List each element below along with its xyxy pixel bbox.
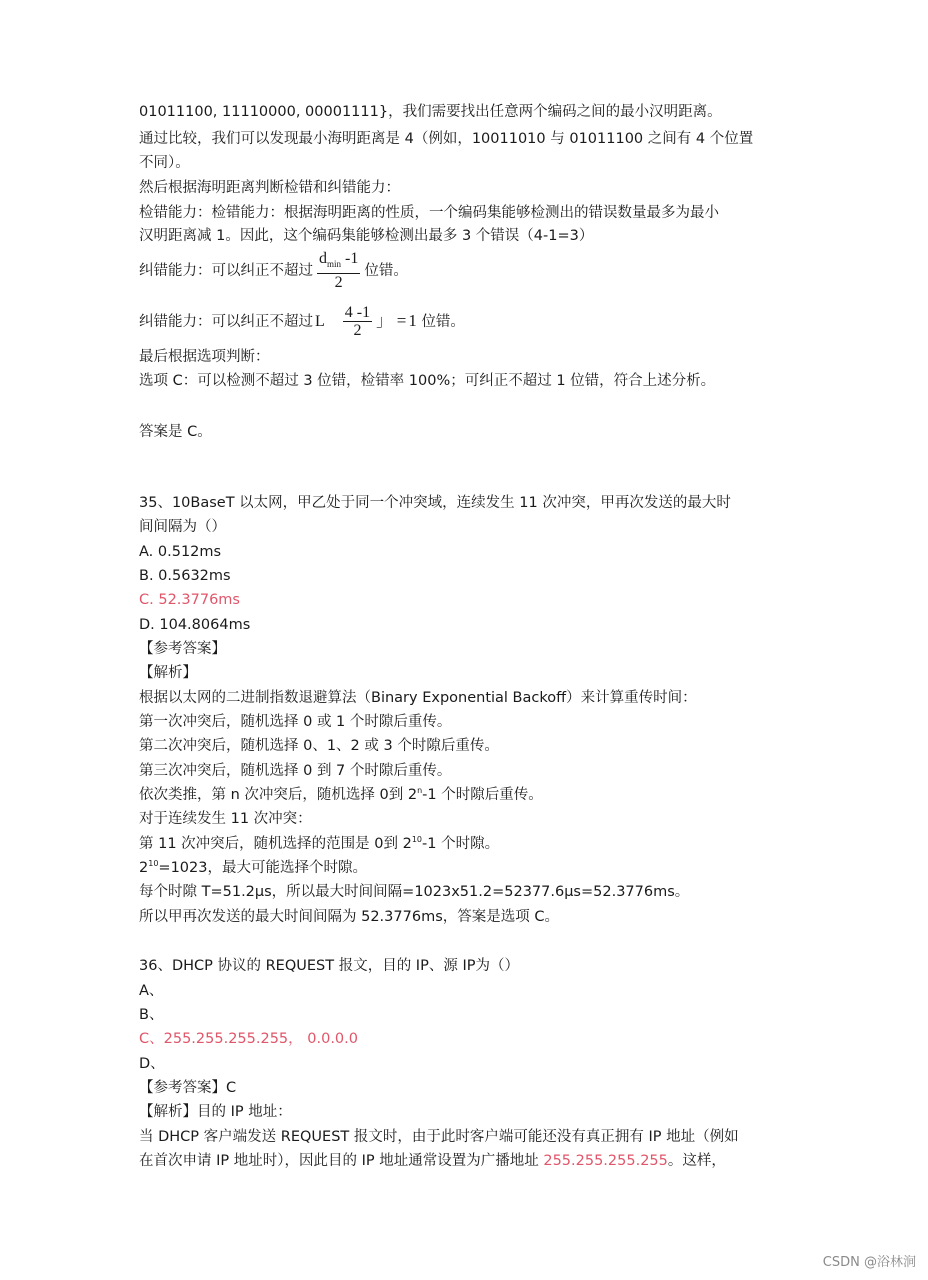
text-line: 第三次冲突后，随机选择 0 到 7 个时隙后重传。 bbox=[139, 763, 452, 779]
text-line: 所以甲再次发送的最大时间间隔为 52.3776ms，答案是选项 C。 bbox=[139, 909, 559, 925]
correction-formula-1: 纠错能力：可以纠正不超过 $\frac{d_{min} -1}{2}$ 位错。 bbox=[139, 250, 408, 292]
text-line: 选项 C：可以检测不超过 3 位错，检错率 100%；可纠正不超过 1 位错，符合上述分析。 bbox=[139, 373, 716, 389]
correction-formula-2: 纠错能力：可以纠正不超过 L $\frac{4 -1}{2}$ 」 = 1 位错。 bbox=[139, 304, 465, 339]
answer-line: 答案是 C。 bbox=[139, 424, 212, 440]
text-line: 通过比较，我们可以发现最小海明距离是 4（例如，10011010 与 01011100 之间有 4 个位置 bbox=[139, 131, 754, 147]
analysis-label: 【解析】 bbox=[139, 665, 197, 681]
option-b: B. 0.5632ms bbox=[139, 568, 231, 584]
option-b: B、 bbox=[139, 1007, 164, 1023]
option-a: A、 bbox=[139, 983, 164, 999]
option-d: D. 104.8064ms bbox=[139, 617, 251, 633]
text-line: 第二次冲突后，随机选择 0、1、2 或 3 个时隙后重传。 bbox=[139, 738, 499, 754]
text-line: 最后根据选项判断： bbox=[139, 349, 270, 365]
question-35-cont: 间间隔为（） bbox=[139, 519, 226, 535]
text-line: 然后根据海明距离判断检错和纠错能力： bbox=[139, 180, 400, 196]
option-d: D、 bbox=[139, 1056, 165, 1072]
text-line: 依次类推，第 n 次冲突后，随机选择 0到 2$^n$-1 个时隙后重传。 bbox=[139, 786, 543, 803]
question-35: 35、10BaseT 以太网，甲乙处于同一个冲突域，连续发生 11 次冲突，甲再次发送的最大时 bbox=[139, 495, 731, 511]
text-line: 根据以太网的二进制指数退避算法（Binary Exponential Backoff）来计算重传时间： bbox=[139, 690, 697, 706]
text-line: 对于连续发生 11 次冲突： bbox=[139, 811, 312, 827]
fraction: $\frac{4 -1}{2}$ bbox=[344, 304, 371, 339]
text-line: 当 DHCP 客户端发送 REQUEST 报文时，由于此时客户端可能还没有真正拥有 IP 地址（例如 bbox=[139, 1129, 739, 1145]
text-line: 01011100, 11110000, 00001111}，我们需要找出任意两个编码之间的最小汉明距离。 bbox=[139, 104, 722, 120]
option-a: A. 0.512ms bbox=[139, 544, 222, 560]
reference-answer-label: 【参考答案】 bbox=[139, 641, 226, 657]
text-line: 不同）。 bbox=[139, 155, 190, 171]
text-line: 在首次申请 IP 地址时），因此目的 IP 地址通常设置为广播地址 255.255.255.255。这样， bbox=[139, 1153, 726, 1169]
text-line: 每个时隙 T=51.2μs，所以最大时间间隔=1023x51.2=52377.6μs=52.3776ms。 bbox=[139, 884, 690, 900]
option-c-correct: C、255.255.255.255， 0.0.0.0 bbox=[139, 1031, 358, 1047]
text-line: 第 11 次冲突后，随机选择的范围是 0到 $2^{10}-1$ 个时隙。 bbox=[139, 835, 500, 852]
text-line: 汉明距离减 1。因此，这个编码集能够检测出最多 3 个错误（4-1=3） bbox=[139, 228, 594, 244]
analysis-label: 【解析】目的 IP 地址： bbox=[139, 1104, 292, 1120]
fraction: $\frac{d_{min} -1}{2}$ bbox=[319, 250, 359, 292]
text-line: 检错能力：检错能力：根据海明距离的性质，一个编码集能够检测出的错误数量最多为最小 bbox=[139, 205, 719, 221]
watermark: CSDN @浴林涧 bbox=[822, 1255, 916, 1270]
question-36: 36、DHCP 协议的 REQUEST 报文，目的 IP、源 IP为（） bbox=[139, 958, 519, 974]
text-line: 第一次冲突后，随机选择 0 或 1 个时隙后重传。 bbox=[139, 714, 452, 730]
reference-answer-label: 【参考答案】C bbox=[139, 1080, 237, 1096]
text-line: $2^{10}=1023$，最大可能选择个时隙。 bbox=[139, 859, 367, 876]
option-c-correct: C. 52.3776ms bbox=[139, 592, 240, 608]
